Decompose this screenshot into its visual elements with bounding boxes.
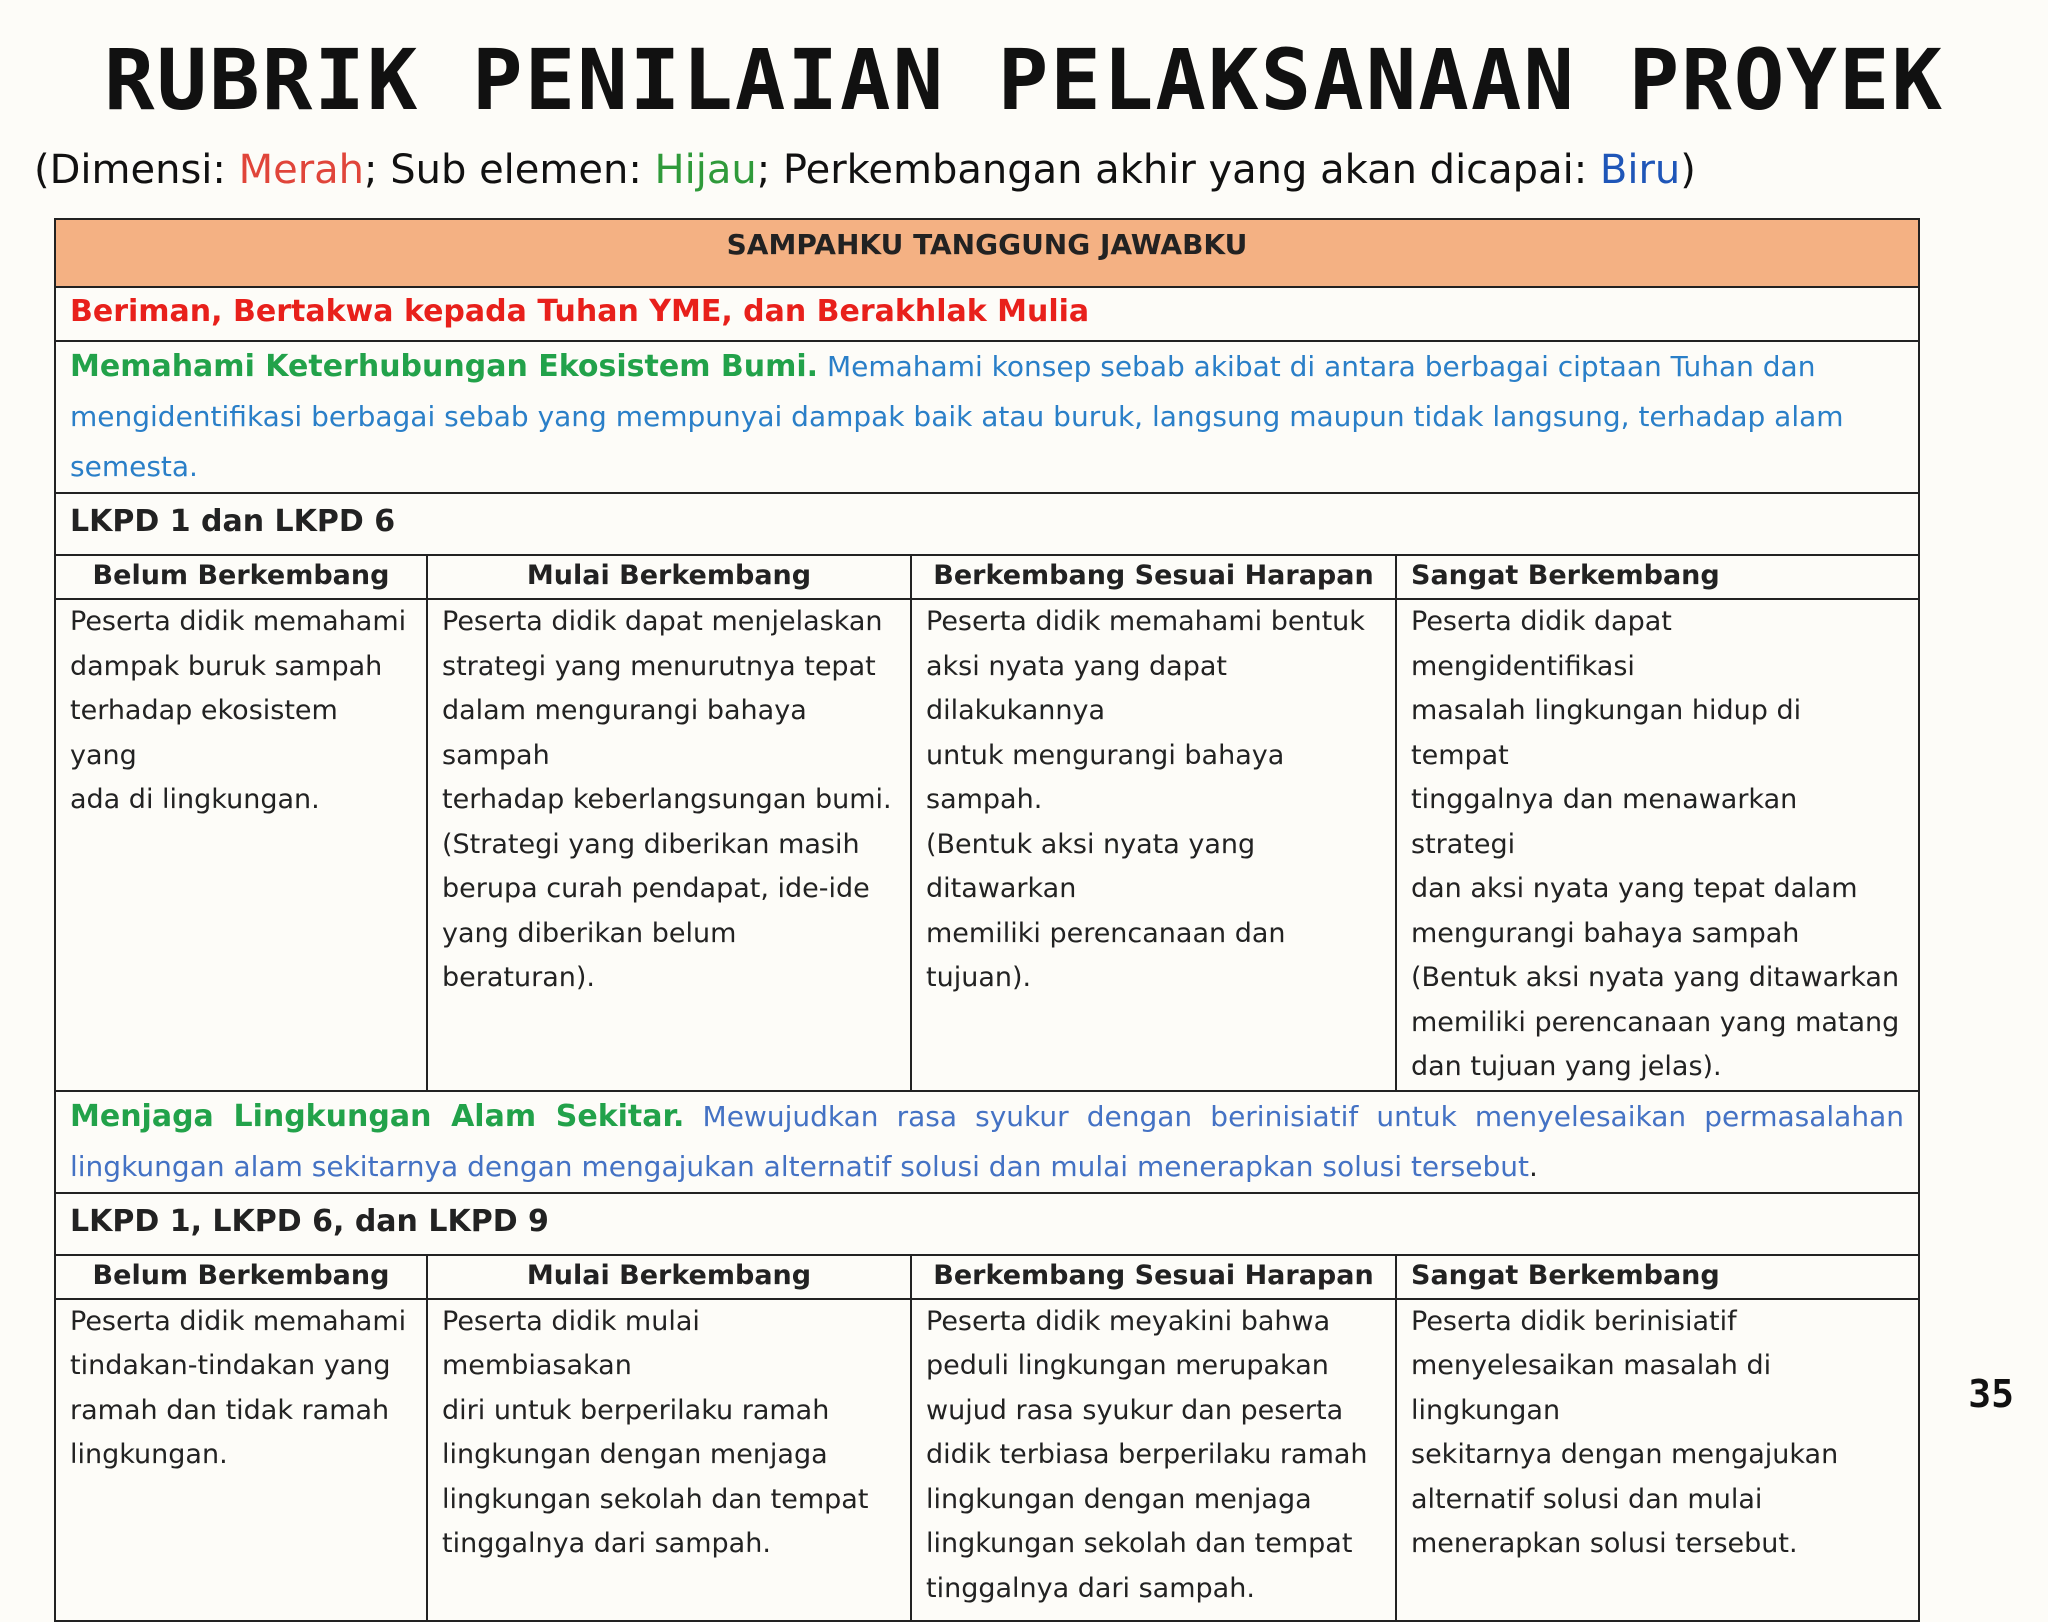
description-line: yang diberikan belum beraturan).	[442, 917, 737, 993]
description-line: memiliki perencanaan yang matang	[1411, 1006, 1900, 1038]
sub-element-label: Memahami Keterhubungan Ekosistem Bumi.	[70, 349, 819, 384]
description-line: tinggalnya dan menawarkan strategi	[1411, 784, 1798, 860]
sub-element-row	[55, 1091, 1919, 1193]
legend-open: (Dimensi:	[34, 147, 239, 193]
description-line: terhadap ekosistem yang	[70, 695, 338, 771]
description-line: ramah dan tidak ramah	[70, 1394, 390, 1426]
description-line: dan aksi nyata yang tepat dalam	[1411, 873, 1858, 904]
lkpd-label: LKPD 1 dan LKPD 6	[55, 493, 1919, 555]
description-line: Peserta didik mulai membiasakan	[442, 1305, 700, 1381]
description-cell	[911, 1299, 1396, 1621]
level-header-row	[55, 1255, 1919, 1299]
legend-sep-2: ; Perkembangan akhir yang akan dicapai:	[756, 147, 1600, 193]
dimension-row	[55, 287, 1919, 341]
description-line: Peserta didik berinisiatif	[1411, 1305, 1737, 1337]
description-cell	[427, 599, 911, 1091]
description-line: didik terbiasa berperilaku ramah	[926, 1439, 1368, 1470]
description-line: Peserta didik dapat menjelaskan	[442, 606, 883, 637]
sub-element-label: Menjaga Lingkungan Alam Sekitar.	[70, 1098, 685, 1134]
lkpd-label: LKPD 1, LKPD 6, dan LKPD 9	[55, 1193, 1919, 1255]
sub-element-cell	[55, 1091, 1919, 1193]
description-line: Peserta didik memahami	[70, 606, 407, 637]
description-line: dalam mengurangi bahaya sampah	[442, 695, 807, 771]
lkpd-row	[55, 493, 1919, 555]
final-development-period: .	[1528, 1149, 1538, 1183]
description-line: mengurangi bahaya sampah	[1411, 917, 1800, 949]
project-title: SAMPAHKU TANGGUNG JAWABKU	[55, 219, 1919, 287]
description-line: lingkungan sekolah dan tempat	[926, 1528, 1353, 1559]
description-line: untuk mengurangi bahaya sampah.	[926, 739, 1285, 815]
description-line: wujud rasa syukur dan peserta	[926, 1394, 1344, 1426]
description-line: tinggalnya dari sampah.	[442, 1528, 771, 1559]
project-title-row	[55, 219, 1919, 287]
legend-subelemen-color: Hijau	[654, 147, 757, 193]
description-line: Peserta didik memahami	[70, 1305, 407, 1337]
description-line: lingkungan dengan menjaga	[442, 1439, 828, 1470]
level-header: Mulai Berkembang	[427, 555, 911, 599]
description-line: menerapkan solusi tersebut.	[1411, 1528, 1798, 1559]
description-line: strategi yang menurutnya tepat	[442, 650, 876, 682]
color-legend	[34, 142, 1696, 198]
description-line: Peserta didik memahami bentuk	[926, 606, 1365, 637]
legend-sep-1: ; Sub elemen:	[364, 147, 655, 193]
description-line: Peserta didik dapat mengidentifikasi	[1411, 606, 1672, 682]
description-line: aksi nyata yang dapat dilakukannya	[926, 650, 1227, 726]
description-line: memiliki perencanaan dan tujuan).	[926, 917, 1286, 993]
description-line: Peserta didik meyakini bahwa	[926, 1305, 1331, 1337]
description-line: ada di lingkungan.	[70, 784, 320, 815]
dimension-label: Beriman, Bertakwa kepada Tuhan YME, dan Berakhlak Mulia	[55, 287, 1919, 341]
description-cell	[427, 1299, 911, 1621]
description-cell	[55, 599, 427, 1091]
lkpd-row	[55, 1193, 1919, 1255]
level-header-row	[55, 555, 1919, 599]
description-line: lingkungan dengan menjaga	[926, 1483, 1312, 1515]
level-header: Belum Berkembang	[55, 1255, 427, 1299]
description-line: dan tujuan yang jelas).	[1411, 1051, 1722, 1082]
description-cell	[1396, 1299, 1919, 1621]
sub-element-cell	[55, 341, 1919, 493]
description-line: peduli lingkungan merupakan	[926, 1350, 1329, 1381]
level-header: Belum Berkembang	[55, 555, 427, 599]
description-line: (Bentuk aksi nyata yang ditawarkan	[926, 828, 1256, 904]
legend-close: )	[1680, 147, 1696, 193]
description-line: menyelesaikan masalah di lingkungan	[1411, 1350, 1772, 1426]
legend-perkembangan-color: Biru	[1599, 147, 1681, 193]
page-number: 35	[1968, 1372, 2014, 1416]
description-line: lingkungan.	[70, 1439, 228, 1470]
description-cell	[911, 599, 1396, 1091]
level-header: Berkembang Sesuai Harapan	[911, 1255, 1396, 1299]
page-title: RUBRIK PENILAIAN PELAKSANAAN PROYEK	[103, 31, 1945, 129]
sub-element-row	[55, 341, 1919, 493]
legend-dimensi-color: Merah	[238, 147, 365, 193]
description-line: (Strategi yang diberikan masih	[442, 828, 860, 860]
description-line: masalah lingkungan hidup di tempat	[1411, 695, 1802, 771]
final-development-text: Memahami konsep sebab akibat di antara berbagai ciptaan Tuhan dan mengidentifikasi berbagai sebab yang mempunyai dampak baik atau buruk, langsung maupun tidak langsung, terhadap alam semesta.	[70, 350, 1844, 483]
rubric-table	[54, 218, 1920, 1622]
level-header: Sangat Berkembang	[1396, 1255, 1919, 1299]
description-line: diri untuk berperilaku ramah	[442, 1394, 830, 1426]
description-cell	[1396, 599, 1919, 1091]
description-line: sekitarnya dengan mengajukan	[1411, 1439, 1839, 1470]
description-row	[55, 599, 1919, 1091]
description-line: tinggalnya dari sampah.	[926, 1572, 1255, 1604]
description-line: (Bentuk aksi nyata yang ditawarkan	[1411, 962, 1900, 993]
description-line: berupa curah pendapat, ide-ide	[442, 873, 870, 904]
description-line: tindakan-tindakan yang	[70, 1350, 391, 1381]
description-line: alternatif solusi dan mulai	[1411, 1483, 1763, 1515]
level-header: Mulai Berkembang	[427, 1255, 911, 1299]
description-line: lingkungan sekolah dan tempat	[442, 1483, 869, 1515]
description-cell	[55, 1299, 427, 1621]
description-row	[55, 1299, 1919, 1621]
description-line: terhadap keberlangsungan bumi.	[442, 784, 892, 815]
final-development-text: Mewujudkan rasa syukur dengan berinisiatif untuk menyelesaikan permasalahan lingkungan alam sekitarnya dengan mengajukan alternatif solusi dan mulai menerapkan solusi tersebut	[70, 1099, 1904, 1183]
level-header: Berkembang Sesuai Harapan	[911, 555, 1396, 599]
description-line: dampak buruk sampah	[70, 650, 383, 682]
level-header: Sangat Berkembang	[1396, 555, 1919, 599]
